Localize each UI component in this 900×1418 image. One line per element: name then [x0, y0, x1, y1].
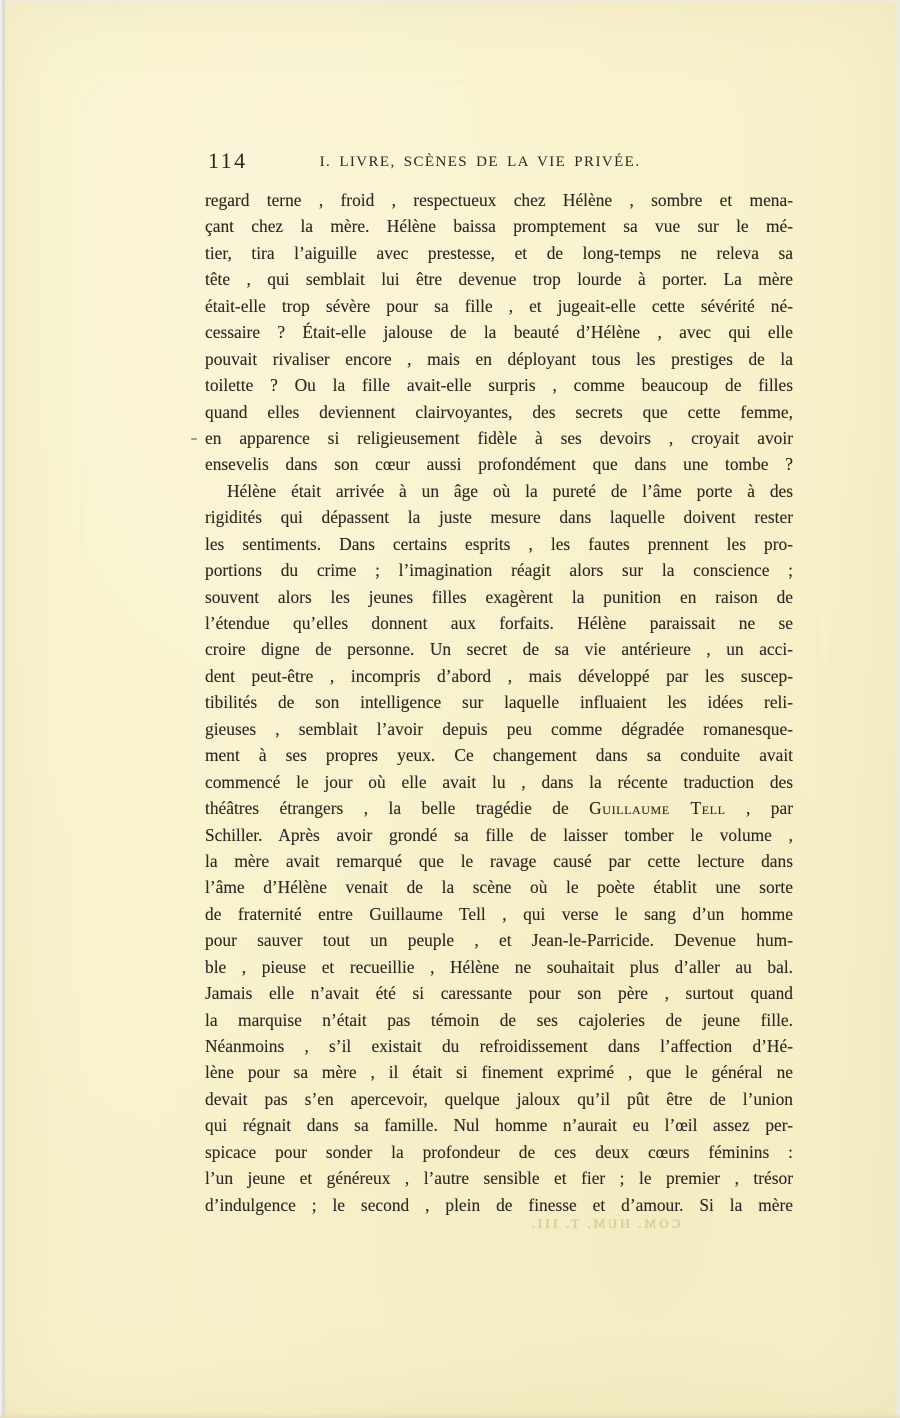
text-run: était-elle trop sévère pour sa fille , et jugeait-elle cette sévérité né- [205, 295, 793, 316]
text-run: théâtres étrangers , la belle tragédie de [205, 798, 590, 819]
page-body [205, 187, 793, 1218]
text-line [205, 769, 793, 795]
page-number: 114 [208, 148, 248, 173]
text-line [205, 742, 793, 768]
text-line [205, 293, 793, 319]
text-run: tibilités de son intelligence sur laquelle influaient les idées reli- [205, 692, 793, 713]
text-line [205, 399, 793, 425]
text-line [205, 266, 793, 292]
text-run: cessaire ? Était-elle jalouse de la beauté d’Hélène , avec qui elle [205, 322, 793, 343]
text-run: Schiller. Après avoir grondé sa fille de laisser tomber le volume , [205, 824, 793, 845]
text-run: Hélène était arrivée à un âge où la pureté de l’âme porte à des [227, 480, 793, 501]
page-edge-left-inner [2, 0, 5, 1418]
text-run: commencé le jour où elle avait lu , dans la récente traduction des [205, 771, 793, 792]
text-line [205, 557, 793, 583]
text-run: les sentiments. Dans certains esprits , les fautes prennent les pro- [205, 533, 793, 554]
text-run: portions du crime ; l’imagination réagit alors sur la conscience ; [205, 560, 793, 581]
running-head: I. LIVRE, SCÈNES DE LA VIE PRIVÉE. [319, 154, 641, 170]
smallcaps-text: Guillaume Tell [589, 798, 726, 819]
text-run: souvent alors les jeunes filles exagèrent la punition en raison de [205, 586, 793, 607]
text-line [205, 1033, 793, 1059]
text-run: lène pour sa mère , il était si finement exprimé , que le général ne [205, 1062, 793, 1083]
text-line [205, 478, 793, 504]
text-line [205, 663, 793, 689]
text-run: croire digne de personne. Un secret de sa vie antérieure , un acci- [205, 639, 793, 660]
text-run: quand elles deviennent clairvoyantes, des secrets que cette femme, [205, 401, 793, 422]
text-line [205, 240, 793, 266]
text-line [205, 980, 793, 1006]
text-run: l’étendue qu’elles donnent aux forfaits. Hélène paraissait ne se [205, 613, 793, 633]
text-line [205, 1086, 793, 1112]
text-run: Néanmoins , s’il existait du refroidissement dans l’affection d’Hé- [205, 1036, 793, 1056]
text-line [205, 213, 793, 239]
text-run: l’âme d’Hélène venait de la scène où le poète établit une sorte [205, 877, 793, 898]
show-through-text: COM. HUM. T. III. [529, 1216, 681, 1231]
ink-speck [191, 438, 197, 440]
text-line [205, 372, 793, 398]
text-run: d’indulgence ; le second , plein de finesse et d’amour. Si la mère [205, 1194, 793, 1215]
text-line [205, 795, 793, 821]
text-line [205, 610, 793, 636]
text-line [205, 901, 793, 927]
text-line [205, 1139, 793, 1165]
text-run: çant chez la mère. Hélène baissa promptement sa vue sur le mé- [205, 216, 793, 237]
text-run: tête , qui semblait lui être devenue trop lourde à porter. La mère [205, 269, 793, 290]
text-run: pour sauver tout un peuple , et Jean-le-Parricide. Devenue hum- [205, 930, 793, 951]
page-edge-right [892, 0, 900, 1418]
text-run: ment à ses propres yeux. Ce changement dans sa conduite avait [205, 745, 793, 766]
text-line [205, 1165, 793, 1191]
text-line [205, 531, 793, 557]
text-line [205, 584, 793, 610]
text-run: , par [725, 798, 793, 819]
text-line [205, 822, 793, 848]
text-run: l’un jeune et généreux , l’autre sensible et fier ; le premier , trésor [205, 1168, 793, 1189]
text-run: ble , pieuse et recueillie , Hélène ne souhaitait plus d’aller au bal. [205, 956, 793, 977]
text-run: ensevelis dans son cœur aussi profondément que dans une tombe ? [205, 454, 793, 475]
text-line [205, 848, 793, 874]
text-line [205, 1007, 793, 1033]
text-line [205, 1112, 793, 1138]
text-run: pouvait rivaliser encore , mais en déployant tous les prestiges de la [205, 348, 793, 369]
text-line [205, 636, 793, 662]
text-run: rigidités qui dépassent la juste mesure dans laquelle doivent rester [205, 507, 793, 528]
text-line [205, 187, 793, 213]
text-line [205, 504, 793, 530]
text-run: en apparence si religieusement fidèle à ses devoirs , croyait avoir [205, 427, 793, 448]
text-run: dent peut-être , incompris d’abord , mais développé par les suscep- [205, 665, 793, 686]
text-line [205, 346, 793, 372]
text-line [205, 1192, 793, 1218]
text-line [205, 319, 793, 345]
text-line [205, 1059, 793, 1085]
text-run: tier, tira l’aiguille avec prestesse, et de long-temps ne releva sa [205, 242, 793, 263]
text-line [205, 927, 793, 953]
text-line [205, 425, 793, 451]
text-run: qui régnait dans sa famille. Nul homme n’aurait eu l’œil assez per- [205, 1115, 793, 1136]
text-run: toilette ? Ou la fille avait-elle surpris , comme beaucoup de filles [205, 375, 793, 396]
text-line [205, 451, 793, 477]
text-run: gieuses , semblait l’avoir depuis peu comme dégradée romanesque- [205, 718, 793, 739]
text-run: la mère avait remarqué que le ravage causé par cette lecture dans [205, 850, 793, 871]
text-run: regard terne , froid , respectueux chez Hélène , sombre et mena- [205, 190, 793, 210]
text-line [205, 716, 793, 742]
text-run: la marquise n’était pas témoin de ses cajoleries de jeune fille. [205, 1009, 793, 1030]
text-line [205, 954, 793, 980]
text-line [205, 689, 793, 715]
text-run: devait pas s’en apercevoir, quelque jaloux qu’il pût être de l’union [205, 1088, 793, 1109]
page-edge-top [0, 0, 900, 4]
page-edge-bottom [0, 1413, 900, 1418]
text-run: Jamais elle n’avait été si caressante pour son père , surtout quand [205, 983, 793, 1004]
text-run: de fraternité entre Guillaume Tell , qui verse le sang d’un homme [205, 903, 793, 924]
text-run: spicace pour sonder la profondeur de ces deux cœurs féminins : [205, 1141, 793, 1162]
text-line [205, 874, 793, 900]
